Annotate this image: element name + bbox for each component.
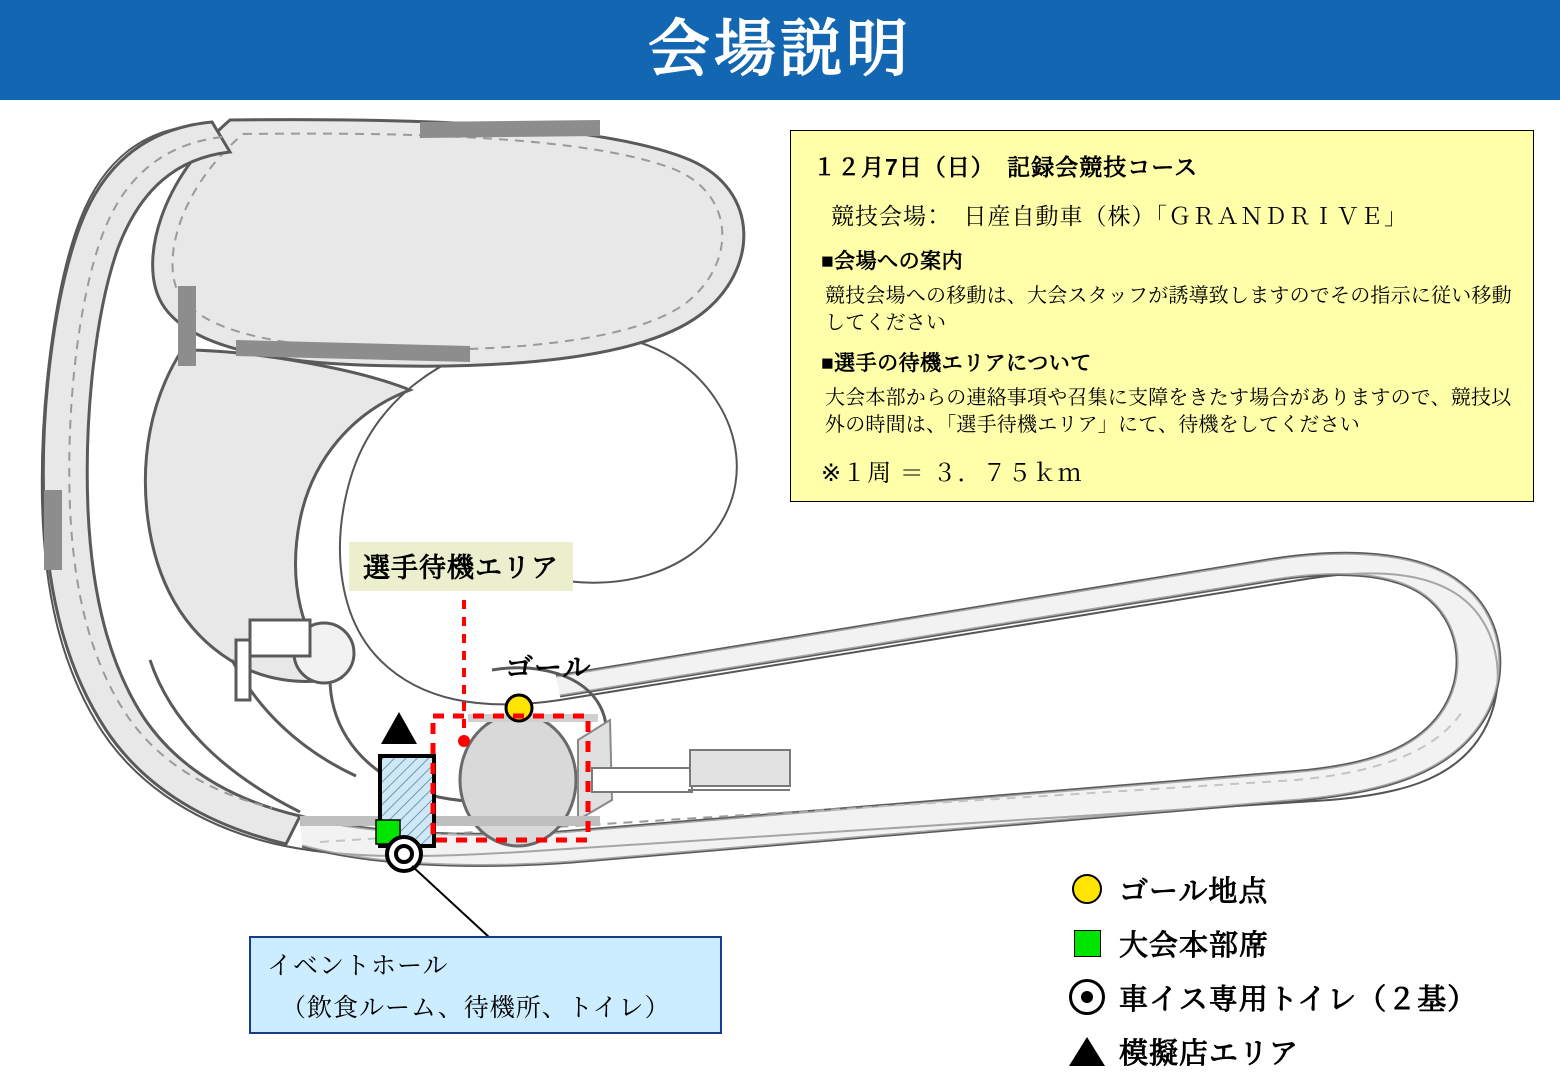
legend-label-shop: 模擬店エリア [1119, 1037, 1300, 1070]
waiting-area-callout: 選手待機エリア [349, 542, 573, 591]
event-hall-leader-line [412, 866, 490, 938]
info-lap-note: ※１周 ＝ ３．７５ｋｍ [821, 460, 1083, 487]
black-triangle-icon [1055, 1037, 1119, 1066]
shop-area-marker [381, 712, 417, 744]
legend-item-hq [1055, 916, 1535, 970]
yellow-circle-icon [1055, 874, 1119, 904]
info-section2-body: 大会本部からの連絡事項や召集に支障をきたす場合がありますので、競技以外の時間は、「選手待機エリア」にて、待機をしてください [825, 387, 1512, 436]
track-north-loop [153, 120, 744, 367]
page-title: 会場説明 [647, 15, 912, 84]
legend-label-toilet: 車イス専用トイレ（２基） [1119, 983, 1478, 1016]
info-venue: 競技会場： 日産自動車（株）「ＧＲＡＮＤＲＩＶＥ」 [831, 203, 1408, 229]
event-hall-detail: （飲食ルーム、待機所、トイレ） [281, 994, 671, 1022]
legend-item-goal [1055, 862, 1535, 916]
double-circle-icon [1055, 979, 1119, 1015]
info-section1-body: 競技会場への移動は、大会スタッフが誘導致しますのでその指示に従い移動してください [825, 285, 1512, 334]
green-square-icon [1055, 930, 1119, 957]
info-section2-heading: ■選手の待機エリアについて [821, 352, 1092, 375]
goal-label: ゴール [505, 652, 592, 683]
page-header [0, 0, 1560, 100]
legend-label-hq: 大会本部席 [1119, 929, 1270, 962]
info-section1-heading: ■会場への案内 [821, 250, 964, 273]
legend-item-toilet [1055, 970, 1535, 1024]
event-hall-callout [249, 936, 722, 1034]
map-legend [1055, 862, 1535, 1078]
legend-label-goal: ゴール地点 [1119, 875, 1269, 908]
event-hall-title: イベントホール [267, 952, 449, 980]
info-panel [790, 130, 1534, 502]
info-title: １２月7日（日） 記録会競技コース [813, 154, 1199, 180]
wheelchair-toilet-marker [387, 837, 421, 871]
legend-item-shop [1055, 1024, 1535, 1078]
